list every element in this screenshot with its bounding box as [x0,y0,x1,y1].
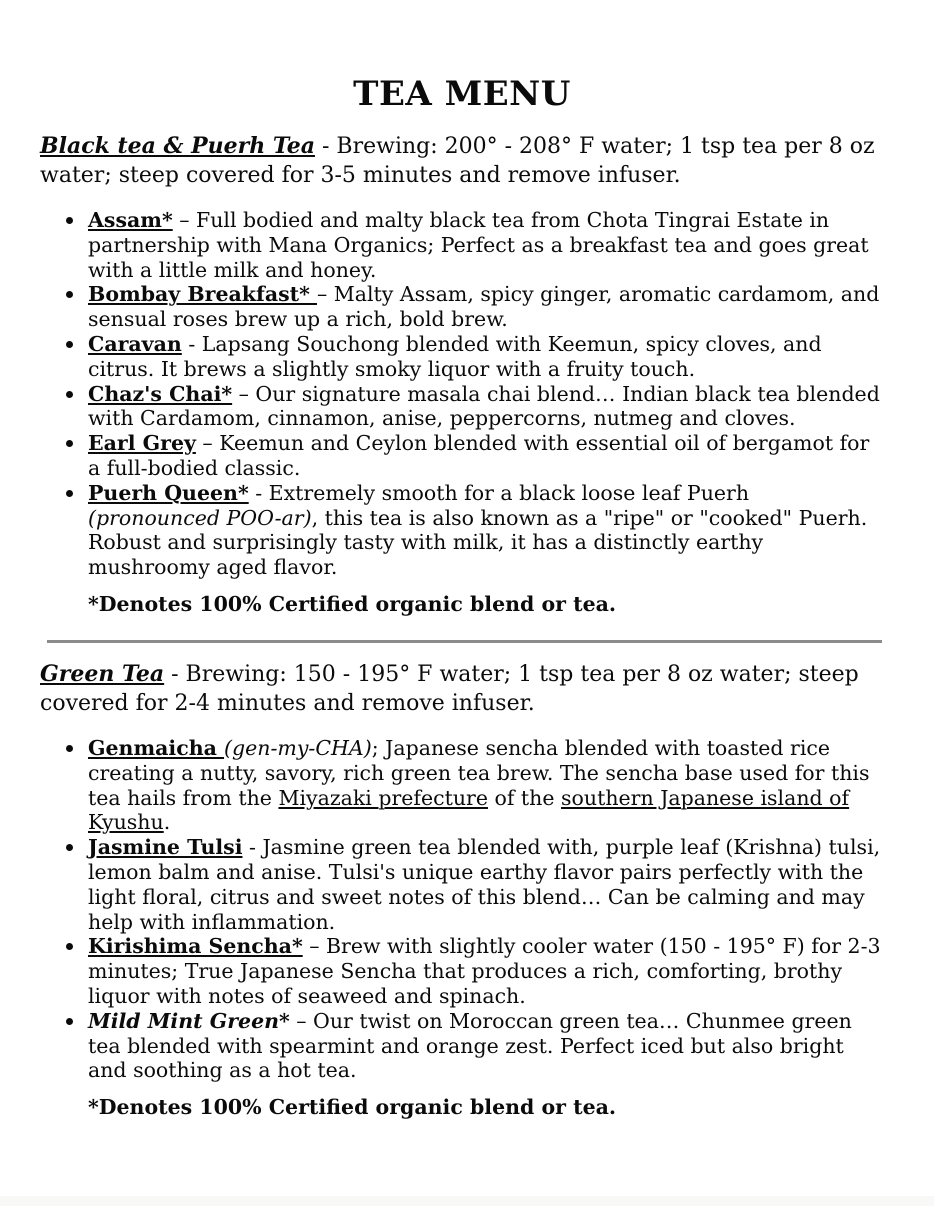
tea-list-item [40,282,884,332]
section-brewing-instructions: - Brewing: 150 - 195° F water; 1 tsp tea per 8 oz water; steep covered for 2-4 minutes and remove infuser. [40,661,859,716]
tea-item-text: – Our twist on Moroccan green tea… Chunmee green tea blended with spearmint and orange zest. Perfect iced but also bright and soothing as a hot tea. [88,1008,852,1083]
bullet-icon [66,291,73,298]
tea-item-text: Miyazaki prefecture [278,785,488,810]
tea-list-item [40,736,884,835]
organic-footnote: *Denotes 100% Certified organic blend or tea. [88,1095,617,1120]
tea-item-text: – Malty Assam, spicy ginger, aromatic cardamom, and sensual roses brew up a rich, bold brew. [88,282,880,332]
tea-item-text: . [163,810,171,835]
section-heading-name: Black tea & Puerh Tea [40,133,315,159]
menu-section-black-puerh [40,132,884,616]
tea-item-text: – Full bodied and malty black tea from Chota Tingrai Estate in partnership with Mana Organics; Perfect as a breakfast tea and goes great with a little milk and honey. [88,208,869,282]
section-brewing-instructions: - Brewing: 200° - 208° F water; 1 tsp tea per 8 oz water; steep covered for 3-5 minutes and remove infuser. [40,134,875,188]
tea-list-item [40,481,884,580]
tea-item-text: - Jasmine green tea blended with, purple leaf (Krishna) tulsi, lemon balm and anise. Tulsi's unique earthy flavor pairs perfectly with the light floral, citrus and sweet notes of this blend… Can be calming and may help with inflammation. [88,835,881,934]
bullet-icon [66,943,73,950]
bullet-icon [66,1018,73,1025]
bullet-icon [66,745,73,752]
tea-item-text: Earl Grey [88,431,196,456]
tea-item-text: Chaz's Chai* [88,381,233,406]
tea-item-text: Assam* [88,208,173,232]
tea-list-item [40,332,884,382]
tea-item-text: Bombay Breakfast* [88,282,317,307]
tea-item-text: (pronounced POO-ar) [88,505,312,530]
tea-item-text: , this tea is also known as a "ripe" or "cooked" Puerh. Robust and surprisingly tasty with milk, it has a distinctly earthy mushroomy aged flavor. [88,505,868,580]
tea-list-item [40,1009,884,1083]
bullet-icon [66,440,73,447]
organic-footnote: *Denotes 100% Certified organic blend or tea. [88,591,617,616]
tea-item-text: Mild Mint Green* [88,1008,290,1033]
tea-list-item [40,835,884,934]
tea-item-text: of the [487,785,562,810]
section-heading [40,132,884,190]
tea-item-text: Genmaicha [88,735,225,760]
bullet-icon [66,844,73,851]
section-heading [40,660,884,718]
tea-list-item [40,382,884,432]
tea-list-item [40,934,884,1008]
sections-root [40,132,884,1119]
tea-list [40,736,884,1083]
tea-item-text: – Brew with slightly cooler water (150 - 195° F) for 2-3 minutes; True Japanese Sencha that produces a rich, comforting, brothy liquor with notes of seaweed and spinach. [88,934,881,1008]
menu-section-green [40,660,884,1119]
tea-item-text: - Lapsang Souchong blended with Keemun, spicy cloves, and citrus. It brews a slightly smoky liquor with a fruity touch. [88,331,822,381]
tea-item-text: southern Japanese island of Kyushu [88,785,850,835]
tea-list-item [40,208,884,282]
tea-item-text: (gen-my-CHA) [224,735,372,760]
tea-item-text: Caravan [88,331,182,356]
tea-item-text: ; Japanese sencha blended with toasted rice creating a nutty, savory, rich green tea brew. The sencha base used for this tea hails from the [88,735,870,810]
section-heading-name: Green Tea [40,660,165,687]
bullet-icon [66,391,73,398]
bullet-icon [66,490,73,497]
tea-list-item [40,431,884,481]
tea-item-text: Puerh Queen* [88,480,249,505]
tea-item-text: - Extremely smooth for a black loose leaf Puerh [248,480,750,505]
tea-item-text: Jasmine Tulsi [88,835,243,860]
tea-item-text: – Our signature masala chai blend… Indian black tea blended with Cardamom, cinnamon, anise, peppercorns, nutmeg and cloves. [88,381,880,431]
page-title: TEA MENU [353,74,571,114]
bullet-icon [66,341,73,348]
tea-item-text: – Keemun and Ceylon blended with essential oil of bergamot for a full-bodied classic. [88,431,870,480]
tea-item-text: Kirishima Sencha* [88,934,303,959]
page-bottom-strip [0,1196,934,1206]
bullet-icon [66,217,73,224]
tea-list [40,208,884,580]
section-divider [47,640,882,643]
